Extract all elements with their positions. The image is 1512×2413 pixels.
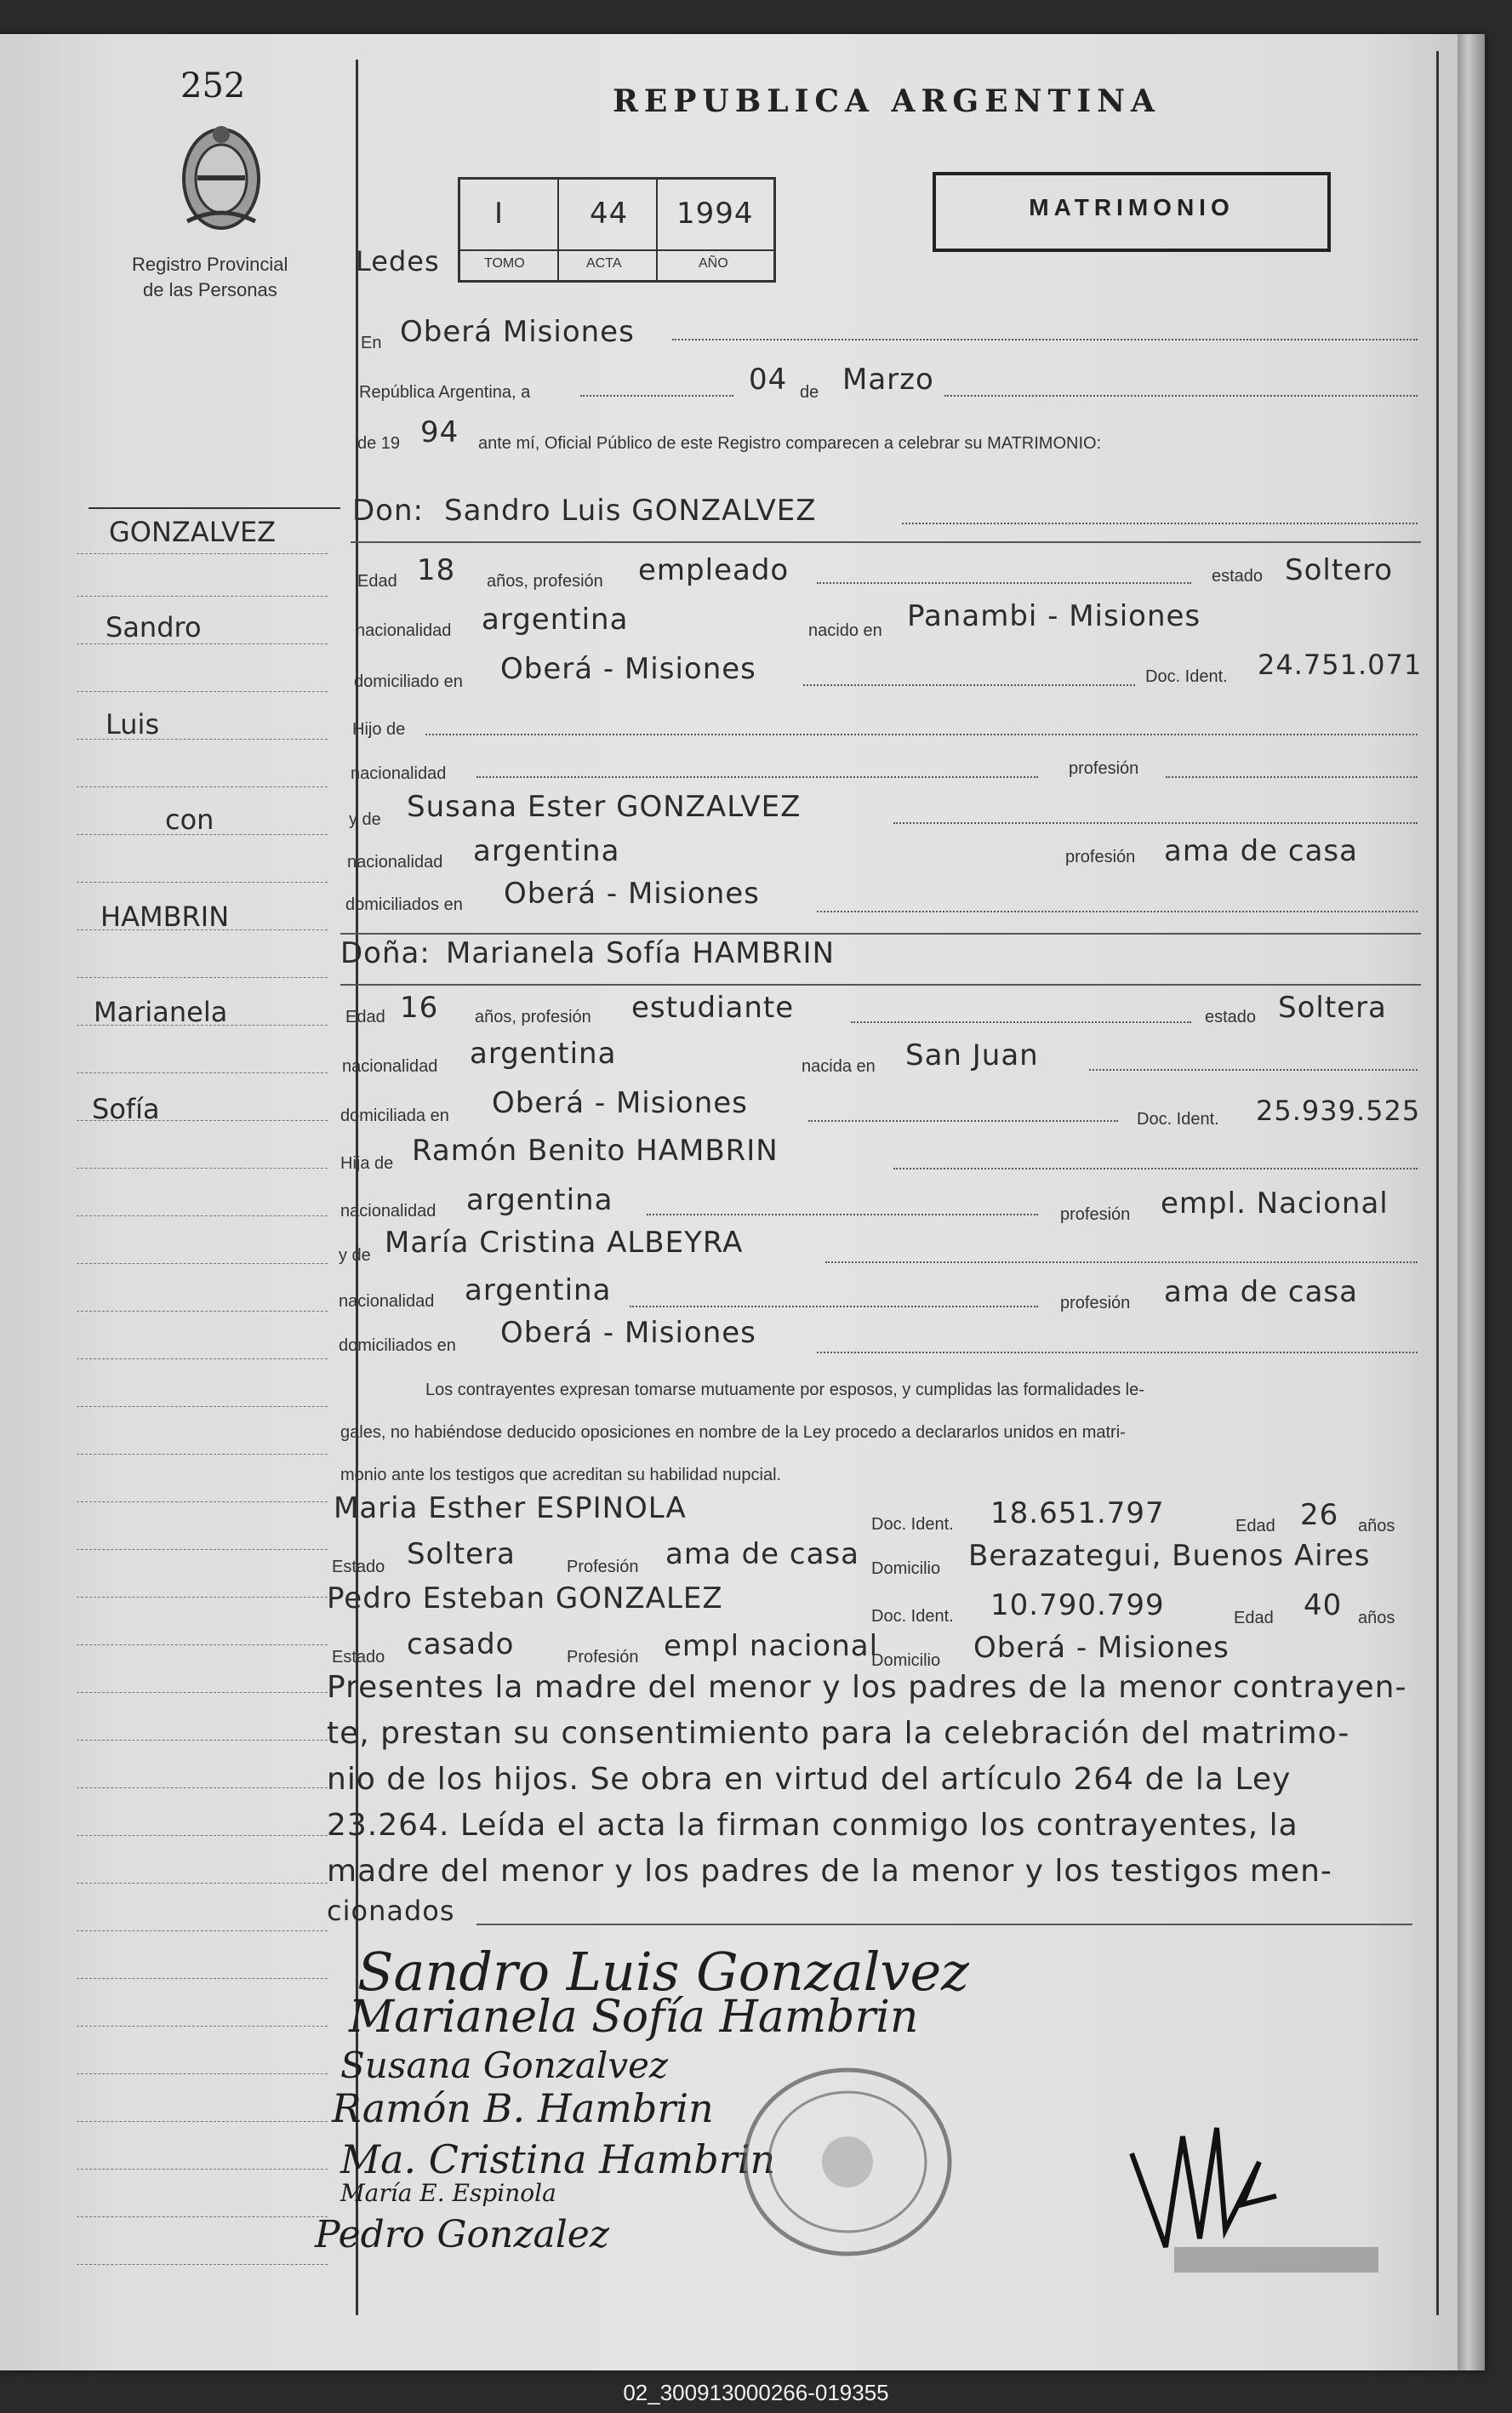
left-rule bbox=[77, 1311, 328, 1312]
image-id-footer: 02_300913000266-019355 bbox=[623, 2380, 889, 2405]
groom-status: Soltero bbox=[1285, 553, 1394, 587]
bride-separator bbox=[340, 984, 1421, 986]
groom-birthplace: Panambi - Misiones bbox=[907, 599, 1201, 633]
dona-label: Doña: bbox=[340, 936, 431, 970]
bride-father-profession: empl. Nacional bbox=[1161, 1186, 1389, 1221]
en-label: En bbox=[361, 334, 382, 352]
groom-name: Sandro Luis GONZALVEZ bbox=[444, 494, 817, 528]
left-rule bbox=[77, 1072, 328, 1073]
groom-mother-nationality: argentina bbox=[473, 834, 620, 868]
bride-domicile: Oberá - Misiones bbox=[492, 1086, 748, 1120]
left-rule bbox=[77, 1930, 328, 1931]
year-suffix: 94 bbox=[420, 415, 459, 449]
witness2-doc-label: Doc. Ident. bbox=[871, 1607, 954, 1626]
bride-father-nationality: argentina bbox=[466, 1183, 613, 1217]
date-line-1 bbox=[580, 395, 733, 397]
bride-nationality: argentina bbox=[470, 1037, 617, 1071]
anio-label: AÑO bbox=[699, 256, 728, 271]
witness2-domicile: Oberá - Misiones bbox=[973, 1631, 1230, 1665]
groom-name-line bbox=[902, 523, 1418, 524]
witness2-name: Pedro Esteban GONZALEZ bbox=[327, 1581, 723, 1615]
left-firstname-groom: Sandro bbox=[106, 611, 202, 643]
don-label: Don: bbox=[352, 494, 424, 528]
left-rule bbox=[77, 643, 328, 644]
bride-age: 16 bbox=[400, 991, 439, 1025]
de-label: de bbox=[800, 383, 819, 402]
registry-table bbox=[458, 177, 776, 283]
coat-of-arms-icon bbox=[170, 119, 272, 243]
official-seal-stamp bbox=[1174, 2247, 1378, 2273]
bride-name: Marianela Sofía HAMBRIN bbox=[446, 936, 835, 970]
acta-cell bbox=[559, 180, 658, 280]
declaration-line2: gales, no habiéndose deducido oposiciones en nombre de la Ley procedo a declararlos unidos en matri- bbox=[340, 1423, 1126, 1442]
bride-father-nac-label: nacionalidad bbox=[340, 1202, 436, 1221]
bride-yde-label: y de bbox=[339, 1246, 371, 1265]
left-rule bbox=[77, 1883, 328, 1884]
witness1-domicile: Berazategui, Buenos Aires bbox=[968, 1539, 1371, 1573]
page-number: 252 bbox=[180, 66, 246, 106]
bride-mother-profession: ama de casa bbox=[1164, 1275, 1358, 1309]
groom-estado-label: estado bbox=[1212, 567, 1264, 586]
witness1-profession: ama de casa bbox=[665, 1537, 859, 1571]
bride-profession: estudiante bbox=[631, 991, 795, 1025]
groom-mother: Susana Ester GONZALVEZ bbox=[407, 790, 802, 824]
bride-mother-line bbox=[825, 1261, 1418, 1263]
groom-doc: 24.751.071 bbox=[1258, 649, 1423, 681]
left-rule bbox=[77, 1263, 328, 1264]
left-middlename-groom: Luis bbox=[106, 708, 160, 740]
left-rule bbox=[77, 786, 328, 787]
left-rule bbox=[77, 1454, 328, 1455]
bride-doc-label: Doc. Ident. bbox=[1137, 1110, 1219, 1129]
witness2-anos-label: años bbox=[1358, 1609, 1395, 1627]
bride-father-line bbox=[893, 1168, 1418, 1169]
left-rule bbox=[77, 2073, 328, 2074]
groom-nationality: argentina bbox=[482, 603, 629, 637]
left-surname-groom: GONZALVEZ bbox=[109, 516, 277, 548]
bride-parents-domicile-line bbox=[817, 1352, 1418, 1353]
note-line-5: madre del menor y los padres de la menor y los testigos men- bbox=[327, 1854, 1332, 1889]
signature-groom-mother: Susana Gonzalvez bbox=[340, 2044, 669, 2086]
left-rule bbox=[77, 1358, 328, 1359]
groom-domicile: Oberá - Misiones bbox=[500, 652, 756, 686]
groom-father-nac-label: nacionalidad bbox=[351, 764, 447, 783]
groom-nacido-label: nacido en bbox=[808, 621, 882, 640]
signature-bride: Marianela Sofía Hambrin bbox=[349, 1992, 919, 2043]
witness1-estado-label: Estado bbox=[332, 1558, 385, 1576]
right-frame-line bbox=[1436, 51, 1439, 2315]
groom-father-line bbox=[425, 734, 1418, 735]
official-signature-mark bbox=[1115, 2102, 1285, 2260]
groom-parents-domicile-line bbox=[817, 911, 1418, 912]
place-line bbox=[672, 339, 1418, 340]
witness1-profesion-label: Profesión bbox=[567, 1558, 639, 1576]
document-title: REPUBLICA ARGENTINA bbox=[613, 83, 1161, 119]
left-rule bbox=[77, 1787, 328, 1788]
tomo-cell bbox=[460, 180, 559, 280]
bride-mother-prof-label: profesión bbox=[1060, 1294, 1131, 1312]
bride-birthplace: San Juan bbox=[905, 1038, 1039, 1072]
groom-mother-profession: ama de casa bbox=[1164, 834, 1358, 868]
date-line-2 bbox=[944, 395, 1418, 397]
bride-status: Soltera bbox=[1278, 991, 1387, 1025]
witness1-name: Maria Esther ESPINOLA bbox=[334, 1491, 687, 1525]
bride-domiciliados-label: domiciliados en bbox=[339, 1336, 456, 1355]
tomo-label: TOMO bbox=[484, 256, 525, 271]
note-line-1: Presentes la madre del menor y los padres de la menor contrayen- bbox=[327, 1670, 1407, 1705]
bride-mother: María Cristina ALBEYRA bbox=[385, 1226, 744, 1260]
ledger-note: Ledes bbox=[356, 245, 440, 277]
act-type-box bbox=[933, 172, 1331, 252]
bride-birthplace-line bbox=[1089, 1069, 1418, 1071]
bride-hija-label: Hija de bbox=[340, 1154, 394, 1173]
note-line-4: 23.264. Leída el acta la firman conmigo los contrayentes, la bbox=[327, 1808, 1298, 1843]
signature-groom: Sandro Luis Gonzalvez bbox=[357, 1941, 969, 2003]
bride-nac-label: nacionalidad bbox=[342, 1057, 438, 1076]
left-rule bbox=[77, 1835, 328, 1836]
witness2-estado-label: Estado bbox=[332, 1648, 385, 1667]
table-divider bbox=[460, 249, 773, 251]
groom-father-prof-label: profesión bbox=[1069, 759, 1139, 778]
declaration-line1: Los contrayentes expresan tomarse mutuamente por esposos, y cumplidas las formalidades le- bbox=[425, 1381, 1144, 1399]
month-value: Marzo bbox=[842, 363, 934, 397]
groom-age: 18 bbox=[417, 553, 456, 587]
signature-bride-mother: Ma. Cristina Hambrin bbox=[340, 2136, 776, 2182]
bride-parents-domicile: Oberá - Misiones bbox=[500, 1316, 756, 1350]
left-rule bbox=[77, 1501, 328, 1502]
left-middlename-bride: Sofía bbox=[92, 1093, 160, 1125]
signature-witness2: Pedro Gonzalez bbox=[315, 2213, 610, 2256]
bride-doc: 25.939.525 bbox=[1256, 1095, 1421, 1127]
bride-top-separator bbox=[340, 933, 1421, 935]
groom-separator bbox=[351, 541, 1421, 543]
groom-anos-profesion-label: años, profesión bbox=[487, 572, 603, 591]
groom-nac-label: nacionalidad bbox=[356, 621, 452, 640]
tomo-value: I bbox=[494, 197, 505, 231]
anio-cell bbox=[658, 180, 772, 280]
acta-value: 44 bbox=[590, 197, 629, 231]
official-stamp bbox=[737, 2060, 958, 2268]
left-rule bbox=[77, 691, 328, 692]
left-rule bbox=[77, 2216, 328, 2217]
bride-father-nac-line bbox=[647, 1214, 1038, 1215]
left-con: con bbox=[165, 803, 214, 836]
bride-mother-nac-label: nacionalidad bbox=[339, 1292, 435, 1311]
registry-line1: Registro Provincial bbox=[132, 254, 288, 275]
left-rule bbox=[77, 1692, 328, 1693]
registry-line2: de las Personas bbox=[143, 279, 277, 300]
left-rule bbox=[77, 1740, 328, 1741]
groom-edad-label: Edad bbox=[357, 572, 397, 591]
acta-label: ACTA bbox=[586, 256, 622, 271]
groom-mother-nac-label: nacionalidad bbox=[347, 853, 443, 872]
bride-father: Ramón Benito HAMBRIN bbox=[412, 1134, 779, 1168]
left-surname-bride: HAMBRIN bbox=[100, 901, 230, 933]
document-page bbox=[0, 34, 1485, 2370]
groom-father-nac-line bbox=[476, 776, 1038, 778]
left-rule bbox=[77, 1215, 328, 1216]
left-rule bbox=[77, 977, 328, 978]
republica-label: República Argentina, a bbox=[359, 383, 531, 402]
anio-value: 1994 bbox=[676, 197, 754, 231]
year-prefix: de 19 bbox=[357, 434, 401, 453]
note-line-6: cionados bbox=[327, 1895, 455, 1927]
witness1-status: Soltera bbox=[407, 1537, 516, 1571]
bride-nacida-label: nacida en bbox=[802, 1057, 876, 1076]
declaration-line3: monio ante los testigos que acreditan su habilidad nupcial. bbox=[340, 1466, 782, 1484]
left-rule bbox=[77, 2121, 328, 2122]
groom-domiciliados-label: domiciliados en bbox=[345, 895, 463, 914]
bride-mother-nac-line bbox=[630, 1306, 1038, 1307]
left-rule bbox=[77, 2264, 328, 2265]
witness1-doc-label: Doc. Ident. bbox=[871, 1515, 954, 1534]
groom-hijo-label: Hijo de bbox=[352, 720, 406, 739]
bride-domicile-line bbox=[808, 1120, 1118, 1122]
bride-estado-label: estado bbox=[1205, 1008, 1257, 1026]
witness1-anos-label: años bbox=[1358, 1517, 1395, 1535]
left-rule bbox=[77, 553, 328, 554]
bride-anos-profesion-label: años, profesión bbox=[475, 1008, 591, 1026]
page-edge bbox=[1458, 34, 1485, 2370]
signature-bride-father: Ramón B. Hambrin bbox=[332, 2085, 714, 2131]
left-rule bbox=[77, 2169, 328, 2170]
bride-edad-label: Edad bbox=[345, 1008, 385, 1026]
left-rule bbox=[77, 1549, 328, 1550]
bride-father-prof-label: profesión bbox=[1060, 1205, 1131, 1224]
act-type: MATRIMONIO bbox=[1029, 194, 1235, 220]
groom-profession-line bbox=[817, 582, 1191, 584]
notes-end-line bbox=[476, 1924, 1412, 1925]
left-rule bbox=[77, 596, 328, 597]
witness1-domicilio-label: Domicilio bbox=[871, 1559, 941, 1578]
note-line-2: te, prestan su consentimiento para la celebración del matrimo- bbox=[327, 1716, 1350, 1751]
left-rule bbox=[77, 882, 328, 883]
bride-profession-line bbox=[851, 1021, 1191, 1023]
witness2-profession: empl nacional bbox=[664, 1629, 879, 1663]
groom-parents-domicile: Oberá - Misiones bbox=[504, 877, 760, 911]
signature-witness1: María E. Espinola bbox=[340, 2179, 556, 2207]
left-rule bbox=[77, 1644, 328, 1645]
witness2-domicilio-label: Domicilio bbox=[871, 1651, 941, 1670]
witness1-age: 26 bbox=[1300, 1498, 1339, 1532]
groom-doc-label: Doc. Ident. bbox=[1145, 667, 1228, 686]
witness1-edad-label: Edad bbox=[1235, 1517, 1275, 1535]
groom-mother-line bbox=[893, 822, 1418, 824]
left-rule bbox=[77, 1406, 328, 1407]
groom-yde-label: y de bbox=[349, 810, 381, 829]
intro-text: ante mí, Oficial Público de este Registro comparecen a celebrar su MATRIMONIO: bbox=[478, 434, 1102, 453]
witness2-edad-label: Edad bbox=[1234, 1609, 1274, 1627]
groom-profession: empleado bbox=[638, 553, 790, 587]
bride-mother-nationality: argentina bbox=[465, 1273, 612, 1307]
witness1-doc: 18.651.797 bbox=[990, 1496, 1165, 1530]
groom-domicile-line bbox=[803, 684, 1135, 686]
groom-domiciliado-label: domiciliado en bbox=[354, 672, 463, 691]
witness2-doc: 10.790.799 bbox=[990, 1588, 1165, 1622]
left-firstname-bride: Marianela bbox=[94, 996, 228, 1028]
left-rule bbox=[77, 1168, 328, 1169]
witness2-profesion-label: Profesión bbox=[567, 1648, 639, 1667]
left-rule bbox=[77, 2026, 328, 2027]
day-value: 04 bbox=[749, 363, 788, 397]
left-rule bbox=[77, 1597, 328, 1598]
witness2-age: 40 bbox=[1304, 1588, 1343, 1622]
left-rule bbox=[77, 1978, 328, 1979]
place-value: Oberá Misiones bbox=[400, 315, 635, 349]
left-top-rule bbox=[88, 507, 340, 509]
note-line-3: nio de los hijos. Se obra en virtud del artículo 264 de la Ley bbox=[327, 1762, 1292, 1797]
bride-domiciliada-label: domiciliada en bbox=[340, 1106, 449, 1125]
witness2-status: casado bbox=[407, 1627, 515, 1661]
groom-mother-prof-label: profesión bbox=[1065, 848, 1136, 866]
groom-father-prof-line bbox=[1166, 776, 1418, 778]
